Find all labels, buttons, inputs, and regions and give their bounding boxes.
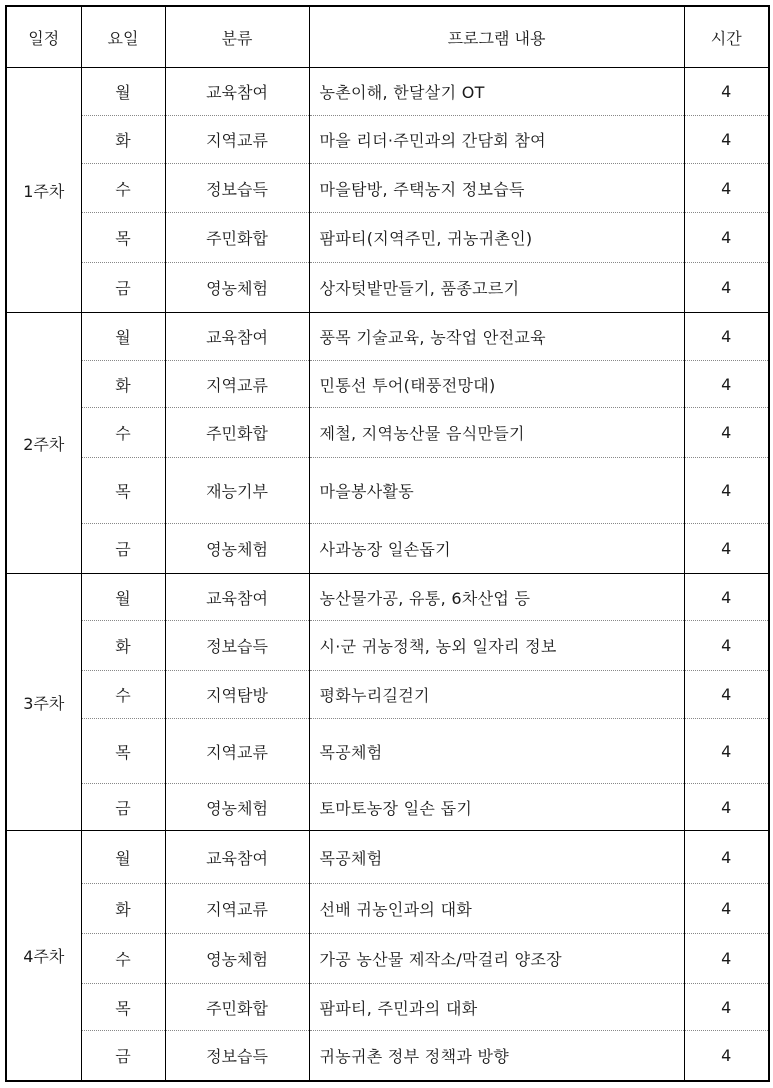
hours-cell: 4 <box>684 524 769 574</box>
category-cell: 영농체험 <box>165 934 309 984</box>
table-row <box>6 313 769 361</box>
day-cell: 수 <box>81 164 165 213</box>
day-cell: 금 <box>81 784 165 831</box>
table-row <box>6 408 769 458</box>
day-cell: 금 <box>81 524 165 574</box>
program-cell: 농촌이해, 한달살기 OT <box>309 68 684 116</box>
table-row <box>6 361 769 408</box>
table-row <box>6 831 769 884</box>
program-cell: 팜파티, 주민과의 대화 <box>309 984 684 1031</box>
hours-cell: 4 <box>684 621 769 671</box>
category-cell: 재능기부 <box>165 458 309 524</box>
program-cell: 평화누리길걷기 <box>309 671 684 719</box>
table-body <box>6 68 769 1081</box>
day-cell: 월 <box>81 831 165 884</box>
header-day: 요일 <box>81 6 165 68</box>
day-cell: 금 <box>81 263 165 313</box>
day-cell: 목 <box>81 719 165 784</box>
day-cell: 월 <box>81 574 165 621</box>
table-header <box>6 6 769 68</box>
hours-cell: 4 <box>684 574 769 621</box>
category-cell: 교육참여 <box>165 313 309 361</box>
program-cell: 시·군 귀농정책, 농외 일자리 정보 <box>309 621 684 671</box>
table-row <box>6 784 769 831</box>
week-label: 1주차 <box>6 68 81 313</box>
day-cell: 금 <box>81 1031 165 1081</box>
category-cell: 교육참여 <box>165 831 309 884</box>
header-week: 일정 <box>6 6 81 68</box>
table-row <box>6 719 769 784</box>
hours-cell: 4 <box>684 831 769 884</box>
category-cell: 주민화합 <box>165 408 309 458</box>
category-cell: 교육참여 <box>165 574 309 621</box>
category-cell: 정보습득 <box>165 164 309 213</box>
day-cell: 화 <box>81 116 165 164</box>
hours-cell: 4 <box>684 671 769 719</box>
hours-cell: 4 <box>684 934 769 984</box>
program-cell: 마을봉사활동 <box>309 458 684 524</box>
program-cell: 민통선 투어(태풍전망대) <box>309 361 684 408</box>
program-cell: 마을 리더·주민과의 간담회 참여 <box>309 116 684 164</box>
hours-cell: 4 <box>684 313 769 361</box>
week-label: 4주차 <box>6 831 81 1081</box>
table-row <box>6 671 769 719</box>
day-cell: 목 <box>81 458 165 524</box>
table-row <box>6 68 769 116</box>
category-cell: 정보습득 <box>165 1031 309 1081</box>
program-cell: 마을탐방, 주택농지 정보습득 <box>309 164 684 213</box>
table-row <box>6 524 769 574</box>
day-cell: 화 <box>81 621 165 671</box>
day-cell: 목 <box>81 984 165 1031</box>
day-cell: 월 <box>81 68 165 116</box>
day-cell: 화 <box>81 884 165 934</box>
table-row <box>6 1031 769 1081</box>
hours-cell: 4 <box>684 408 769 458</box>
hours-cell: 4 <box>684 784 769 831</box>
program-cell: 가공 농산물 제작소/막걸리 양조장 <box>309 934 684 984</box>
day-cell: 목 <box>81 213 165 263</box>
table-row <box>6 574 769 621</box>
category-cell: 교육참여 <box>165 68 309 116</box>
program-cell: 농산물가공, 유통, 6차산업 등 <box>309 574 684 621</box>
category-cell: 지역교류 <box>165 116 309 164</box>
program-cell: 토마토농장 일손 돕기 <box>309 784 684 831</box>
program-cell: 사과농장 일손돕기 <box>309 524 684 574</box>
category-cell: 정보습득 <box>165 621 309 671</box>
hours-cell: 4 <box>684 263 769 313</box>
program-cell: 목공체험 <box>309 719 684 784</box>
hours-cell: 4 <box>684 213 769 263</box>
program-cell: 목공체험 <box>309 831 684 884</box>
category-cell: 지역교류 <box>165 361 309 408</box>
hours-cell: 4 <box>684 361 769 408</box>
hours-cell: 4 <box>684 884 769 934</box>
category-cell: 영농체험 <box>165 784 309 831</box>
day-cell: 월 <box>81 313 165 361</box>
header-hours: 시간 <box>684 6 769 68</box>
header-row <box>6 6 769 68</box>
program-cell: 상자텃밭만들기, 품종고르기 <box>309 263 684 313</box>
hours-cell: 4 <box>684 458 769 524</box>
category-cell: 주민화합 <box>165 984 309 1031</box>
hours-cell: 4 <box>684 719 769 784</box>
day-cell: 수 <box>81 934 165 984</box>
hours-cell: 4 <box>684 68 769 116</box>
table-row <box>6 164 769 213</box>
table-row <box>6 213 769 263</box>
week-label: 2주차 <box>6 313 81 574</box>
day-cell: 수 <box>81 671 165 719</box>
day-cell: 수 <box>81 408 165 458</box>
category-cell: 지역교류 <box>165 719 309 784</box>
category-cell: 지역교류 <box>165 884 309 934</box>
table-row <box>6 458 769 524</box>
header-program: 프로그램 내용 <box>309 6 684 68</box>
category-cell: 주민화합 <box>165 213 309 263</box>
table-row <box>6 621 769 671</box>
hours-cell: 4 <box>684 116 769 164</box>
table-row <box>6 934 769 984</box>
table-row <box>6 984 769 1031</box>
hours-cell: 4 <box>684 1031 769 1081</box>
table-row <box>6 116 769 164</box>
program-cell: 귀농귀촌 정부 정책과 방향 <box>309 1031 684 1081</box>
week-label: 3주차 <box>6 574 81 831</box>
category-cell: 영농체험 <box>165 263 309 313</box>
program-cell: 제철, 지역농산물 음식만들기 <box>309 408 684 458</box>
table-row <box>6 884 769 934</box>
hours-cell: 4 <box>684 984 769 1031</box>
hours-cell: 4 <box>684 164 769 213</box>
header-category: 분류 <box>165 6 309 68</box>
table-row <box>6 263 769 313</box>
program-cell: 선배 귀농인과의 대화 <box>309 884 684 934</box>
program-cell: 풍목 기술교육, 농작업 안전교육 <box>309 313 684 361</box>
category-cell: 영농체험 <box>165 524 309 574</box>
day-cell: 화 <box>81 361 165 408</box>
program-cell: 팜파티(지역주민, 귀농귀촌인) <box>309 213 684 263</box>
category-cell: 지역탐방 <box>165 671 309 719</box>
program-schedule-table <box>5 5 770 1082</box>
